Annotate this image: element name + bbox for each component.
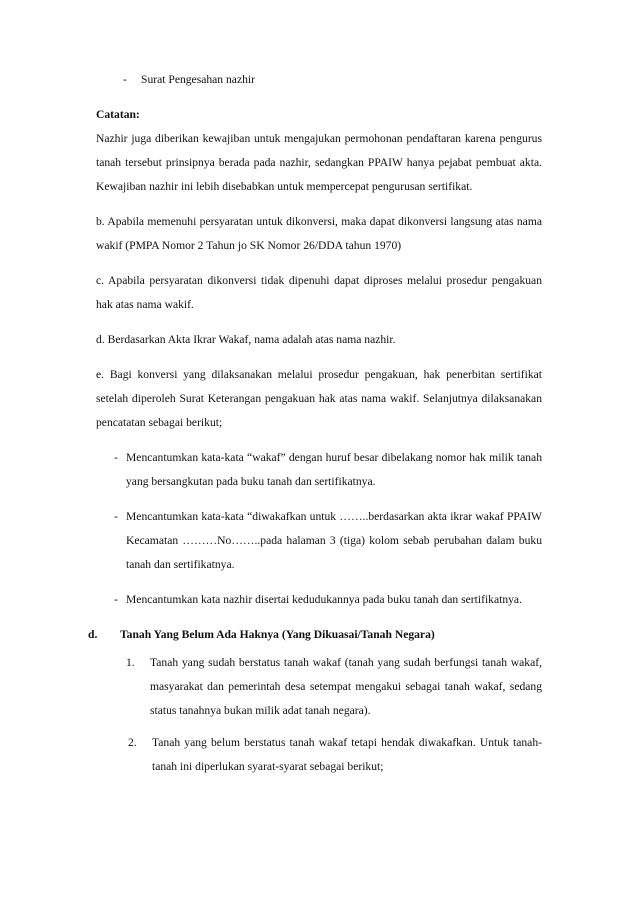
- section-marker: d.: [88, 628, 98, 641]
- bullet-text: Mencantumkan kata-kata “diwakafkan untuk ……..berdasarkan akta ikrar wakaf PPAIW Kecamatan ………No……..pada halaman 3 (tiga) kolom sebab perubahan dalam buku tanah dan sertifikatnya.: [126, 510, 542, 571]
- numbered-text: Tanah yang sudah berstatus tanah wakaf (tanah yang sudah berfungsi tanah wakaf, masyarakat dan pemerintah desa setempat mengakui sebagai tanah wakaf, sedang status tanahnya bukan milik adat tanah negara).: [150, 656, 542, 717]
- section-title: Tanah Yang Belum Ada Haknya (Yang Dikuasai/Tanah Negara): [120, 628, 435, 641]
- numbered-index: 1.: [126, 656, 135, 669]
- paragraph-nazhir: Nazhir juga diberikan kewajiban untuk mengajukan permohonan pendaftaran karena pengurus tanah tersebut prinsipnya berada pada nazhir, sedangkan PPAIW hanya pejabat pembuat akta. Kewajiban nazhir ini lebih disebabkan untuk mempercepat pengurusan sertifikat.: [96, 132, 542, 193]
- catatan-heading: Catatan:: [96, 108, 140, 121]
- dash-marker: -: [114, 593, 118, 606]
- bullet-item: [96, 446, 542, 494]
- numbered-item-2: [96, 731, 542, 779]
- bullet-text: Mencantumkan kata-kata “wakaf” dengan huruf besar dibelakang nomor hak milik tanah yang bersangkutan pada buku tanah dan sertifikatnya.: [126, 451, 542, 488]
- list-item-text: Surat Pengesahan nazhir: [141, 73, 255, 86]
- bullet-item: [96, 588, 542, 612]
- dash-marker: -: [114, 451, 118, 464]
- numbered-index: 2.: [128, 736, 137, 749]
- section-heading-d: [88, 623, 542, 647]
- paragraph-e: e. Bagi konversi yang dilaksanakan melalui prosedur pengakuan, hak penerbitan sertifikat setelah diperoleh Surat Keterangan pengakuan hak atas nama wakif. Selanjutnya dilaksanakan pencatatan sebagai berikut;: [96, 368, 542, 429]
- paragraph-d: d. Berdasarkan Akta Ikrar Wakaf, nama adalah atas nama nazhir.: [96, 333, 396, 346]
- bullet-text: Mencantumkan kata nazhir disertai kedudukannya pada buku tanah dan sertifikatnya.: [126, 593, 522, 606]
- document-page: [88, 68, 542, 779]
- numbered-text: Tanah yang belum berstatus tanah wakaf tetapi hendak diwakafkan. Untuk tanah-tanah ini diperlukan syarat-syarat sebagai berikut;: [152, 736, 542, 773]
- bullet-item: [96, 505, 542, 577]
- dash-marker: -: [123, 73, 127, 86]
- paragraph-c: c. Apabila persyaratan dikonversi tidak dipenuhi dapat diproses melalui prosedur pengakuan hak atas nama wakif.: [96, 274, 542, 311]
- list-item-surat-pengesahan: [96, 68, 542, 92]
- paragraph-b: b. Apabila memenuhi persyaratan untuk dikonversi, maka dapat dikonversi langsung atas nama wakif (PMPA Nomor 2 Tahun jo SK Nomor 26/DDA tahun 1970): [96, 215, 542, 252]
- numbered-item-1: [96, 651, 542, 723]
- dash-marker: -: [114, 510, 118, 523]
